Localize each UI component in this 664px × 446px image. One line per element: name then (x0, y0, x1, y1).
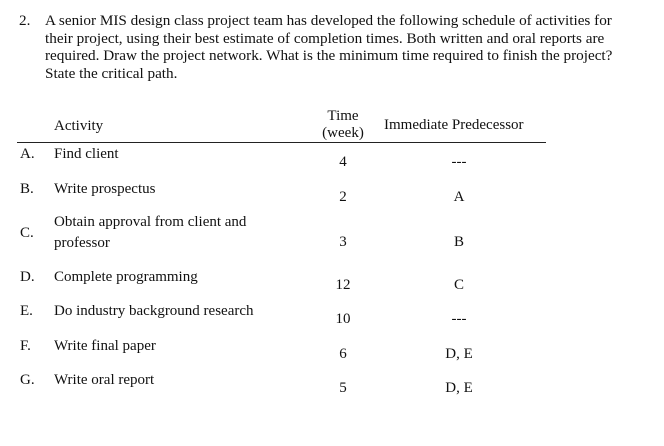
row-letter: C. (20, 225, 34, 241)
row-activity-continued: professor (54, 235, 110, 251)
row-time: 5 (339, 380, 347, 396)
row-letter: F. (20, 338, 31, 354)
question-line: State the critical path. (45, 64, 178, 82)
row-time: 4 (339, 154, 347, 170)
question-number: 2. (19, 12, 31, 29)
question-line: required. Draw the project network. What is the minimum time required to finish the project? (45, 47, 613, 65)
row-letter: E. (20, 303, 33, 319)
row-letter: G. (20, 372, 35, 388)
row-activity: Do industry background research (54, 303, 254, 319)
row-activity: Obtain approval from client and (54, 214, 247, 230)
row-activity: Complete programming (54, 269, 198, 285)
question-text (45, 12, 657, 82)
row-activity: Write oral report (54, 372, 155, 388)
header-time-unit: (week) (322, 125, 364, 141)
row-letter: D. (20, 269, 35, 285)
header-activity: Activity (54, 118, 104, 134)
question-line: A senior MIS design class project team has developed the following schedule of activities for (45, 12, 612, 29)
row-predecessor: D, E (445, 380, 473, 396)
header-time: Time (327, 108, 359, 124)
row-activity: Find client (54, 146, 119, 162)
row-predecessor: B (453, 234, 465, 250)
row-predecessor: --- (451, 154, 467, 170)
row-predecessor: --- (451, 311, 467, 327)
row-predecessor: C (453, 277, 465, 293)
row-time: 10 (335, 311, 351, 327)
row-letter: A. (20, 146, 35, 162)
row-time: 6 (339, 346, 347, 362)
row-activity: Write final paper (54, 338, 156, 354)
row-predecessor: D, E (445, 346, 473, 362)
header-rule (17, 142, 546, 143)
row-time: 3 (339, 234, 347, 250)
row-letter: B. (20, 181, 34, 197)
row-time: 2 (339, 189, 347, 205)
row-activity: Write prospectus (54, 181, 156, 197)
row-predecessor: A (453, 189, 465, 205)
header-predecessor: Immediate Predecessor (384, 117, 524, 133)
row-time: 12 (335, 277, 351, 293)
question-line: their project, using their best estimate of completion times. Both written and oral reports are (45, 29, 605, 47)
